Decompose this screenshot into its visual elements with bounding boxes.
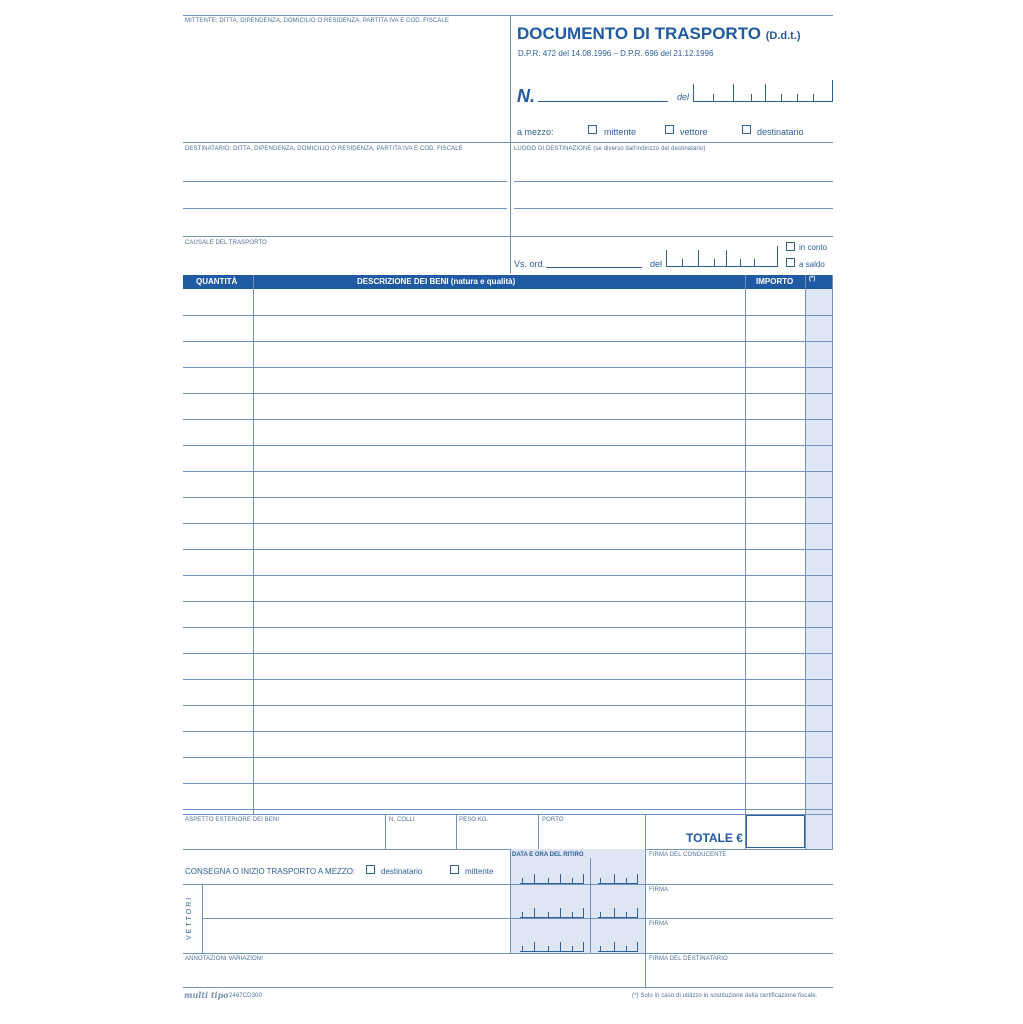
peso-divider [456,814,457,849]
table-row[interactable] [183,315,833,316]
footer-top-line [183,814,833,815]
col-divider-note [805,275,806,849]
annotazioni-field[interactable] [185,964,643,986]
totale-field[interactable] [746,815,805,848]
table-row[interactable] [183,809,833,810]
data-ritiro-shade [510,849,645,953]
recipient-bottom-line [183,236,833,237]
mittente-field[interactable] [185,26,507,140]
table-row[interactable] [183,549,833,550]
consegna-top-line [183,849,833,850]
porto-divider [538,814,539,849]
luogo-line-2[interactable] [514,208,833,209]
col-divider-quantita [253,275,254,814]
consegna-destinatario-checkbox[interactable] [366,865,375,874]
order-date-field[interactable] [666,246,778,267]
annotazioni-top-line [183,953,833,954]
order-date-label: del [650,259,663,269]
table-right-border [832,275,833,849]
number-label: N. [517,86,535,106]
table-row[interactable] [183,757,833,758]
destinatario-label: DESTINATARIO: DITTA, DIPENDENZA, DOMICILIO O RESIDENZA, PARTITA IVA E COD. FISCALE [185,146,463,152]
firma-destinatario-label: FIRMA DEL DESTINATARIO [649,956,728,962]
order-label: Vs. ord. [514,259,546,269]
document-title [517,24,801,44]
top-border [183,15,833,16]
table-row[interactable] [183,705,833,706]
in-conto-checkbox[interactable] [786,242,795,251]
order-field[interactable] [546,267,642,268]
destinatario-line-1[interactable] [183,181,507,182]
vettori-label: VETTORI [186,895,193,940]
table-row[interactable] [183,679,833,680]
data-ora-divider [590,858,591,953]
consegna-mittente-checkbox[interactable] [450,865,459,874]
header-divider [510,15,511,273]
causale-label: CAUSALE DEL TRASPORTO [185,240,267,246]
table-row[interactable] [183,419,833,420]
vettore-2-field[interactable] [203,919,509,952]
footnote: (*) Solo in caso di utilizzo in sostituzione della certificazione fiscale. [632,993,818,999]
table-row[interactable] [183,367,833,368]
number-field[interactable] [538,101,668,102]
ritiro-date-2[interactable] [520,906,584,918]
totale-divider [645,814,646,987]
ritiro-date-3[interactable] [520,940,584,952]
table-row[interactable] [183,575,833,576]
ritiro-date-1[interactable] [520,872,584,884]
mezzo-vettore-checkbox[interactable] [665,125,674,134]
annotazioni-label: ANNOTAZIONI VARIAZIONI [185,956,263,962]
causale-field[interactable] [185,248,507,270]
date-label: del [677,92,690,102]
table-row[interactable] [183,393,833,394]
data-ritiro-left-border [510,849,511,953]
table-row[interactable] [183,341,833,342]
table-row[interactable] [183,445,833,446]
luogo-label: LUOGO DI DESTINAZIONE (se diverso dall'indirizzo del destinatario) [514,146,706,152]
mittente-label: MITTENTE: DITTA, DIPENDENZA, DOMICILIO O RESIDENZA, PARTITA IVA E COD. FISCALE [185,18,449,24]
table-row[interactable] [183,523,833,524]
col-divider-importo [745,275,746,849]
col-importo-header: IMPORTO [756,277,794,286]
mezzo-label: a mezzo: [517,127,554,137]
date-field[interactable] [693,80,833,102]
table-row[interactable] [183,731,833,732]
title-text: DOCUMENTO DI TRASPORTO [517,24,761,43]
consegna-mittente-label: mittente [465,867,494,876]
table-row[interactable] [183,627,833,628]
a-saldo-checkbox[interactable] [786,258,795,267]
table-row[interactable] [183,471,833,472]
mezzo-mittente-checkbox[interactable] [588,125,597,134]
note-column-shade [806,289,833,849]
ritiro-time-1[interactable] [598,872,638,884]
mezzo-destinatario-checkbox[interactable] [742,125,751,134]
consegna-destinatario-label: destinatario [381,867,423,876]
mezzo-destinatario-label: destinatario [757,127,804,137]
in-conto-label: in conto [799,243,828,252]
header-bottom-line [183,142,833,143]
table-row[interactable] [183,653,833,654]
ritiro-time-2[interactable] [598,906,638,918]
table-row[interactable] [183,497,833,498]
document-subtitle: D.P.R. 472 del 14.08.1996 – D.P.R. 696 del 21.12.1996 [518,49,714,58]
mezzo-mittente-label: mittente [604,127,637,137]
colli-label: N. COLLI [389,817,415,823]
aspetto-label: ASPETTO ESTERIORE DEI BENI [185,817,280,823]
data-ritiro-label: DATA E ORA DEL RITIRO [512,852,584,858]
title-abbr: (D.d.t.) [765,30,801,42]
table-row[interactable] [183,601,833,602]
product-code: 2467CD300 [229,993,262,999]
porto-label: PORTO [542,817,564,823]
firma-1-label: FIRMA [649,887,669,893]
firma-conducente-label: FIRMA DEL CONDUCENTE [649,852,727,858]
firma-2-label: FIRMA [649,921,669,927]
luogo-line-1[interactable] [514,181,833,182]
table-row[interactable] [183,783,833,784]
a-saldo-label: a saldo [799,260,825,269]
vettore-1-field[interactable] [203,885,509,918]
mezzo-vettore-label: vettore [680,127,708,137]
col-quantita-header: QUANTITÀ [196,277,238,286]
consegna-label: CONSEGNA O INIZIO TRASPORTO A MEZZO: [185,867,356,876]
peso-label: PESO KG. [459,817,489,823]
bottom-border [183,987,833,988]
colli-divider [385,814,386,849]
col-descrizione-header: DESCRIZIONE DEI BENI (natura e qualità) [357,277,516,286]
totale-label: TOTALE € [686,831,743,845]
ritiro-time-3[interactable] [598,940,638,952]
col-note-header: (*) [809,276,816,282]
destinatario-line-2[interactable] [183,208,507,209]
brand-logo: multi tipo [184,990,229,1000]
